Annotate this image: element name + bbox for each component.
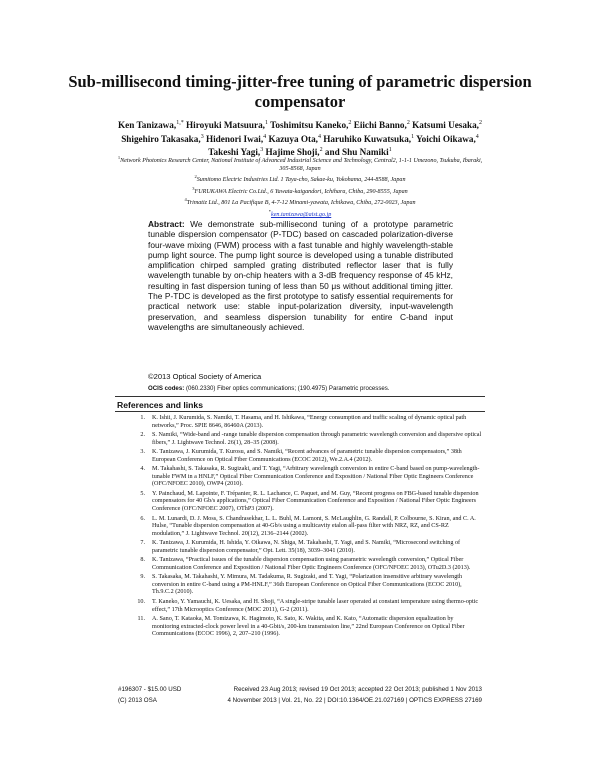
reference-item: 1. K. Ishii, J. Kurumida, S. Namiki, T. Hasama, and H. Ishikawa, “Energy consumption and traffic scaling of dynamic optical path networks,” Proc. SPIE 8646, 86460A (2013). xyxy=(140,415,467,429)
affiliation: $^4$Trimatiz Ltd., 801 La Pacifique B, 4-7-12 Minami-yawata, Ichikawa, Chiba, 272-0023, Japan xyxy=(184,197,416,207)
author: Yoichi Oikawa,$^4$ xyxy=(416,133,479,144)
reference-item: 5. Y. Painchaud, M. Lapointe, F. Trépanier, R. L. Lachance, C. Paquet, and M. Guy, “Recent progress on FBG-based tunable dispersion compensators for 40 Gb/s applications,” Optical Fiber Communication Conference and Exposition / National Fiber Optic Engineers Conference (OFC/NFOEC 2007), OThP3 (2007). xyxy=(140,490,479,513)
author: Hajime Shoji,$^2$ xyxy=(265,147,323,158)
ocis-label: OCIS codes: xyxy=(148,385,185,392)
author: Hidenori Iwai,$^4$ xyxy=(205,133,267,144)
email-link[interactable]: ken.tanizawa@aist.go.jp xyxy=(270,212,332,219)
affiliation-list xyxy=(112,154,488,220)
references-heading: References and links xyxy=(117,400,203,410)
author: Shigehiro Takasaka,$^3$ xyxy=(121,133,204,144)
author: Takeshi Yagi,$^3$ xyxy=(208,147,264,158)
reference-item: 11. A. Sano, T. Kataoka, M. Tomizawa, K. Hagimoto, K. Sato, K. Wakita, and K. Kato, “Automatic dispersion equalization by monitoring extracted-clock power level in a 40-Gbit/s, 200-km transmission line,” 22nd European Conference on Optical Fiber Communications (ECOC 1996), 2, 207–210 (1996). xyxy=(137,616,465,638)
reference-item: 9. S. Takasaka, M. Takahashi, Y. Mimura, M. Tadakuma, R. Sugizaki, and T. Yagi, “Polarization insensitive arbitrary wavelength conversion in entire C-band using a PM-HNLF,” 36th European Conference on Optical Fiber Communications (ECOC 2010), Th.9.C.2 (2010). xyxy=(140,574,463,596)
author: Haruhiko Kuwatsuka,$^1$ xyxy=(323,133,415,144)
reference-item: 6. L. M. Lunardi, D. J. Moss, S. Chandrasekhar, L. L. Buhl, M. Lamont, S. McLaughlin, G. Randall, P. Colbourne, S. Kiran, and C. A. Hulse, “Tunable dispersion compensation at 40-Gb/s using a multicavity etalon all-pass filter with NRZ, RZ, and CS-RZ modulation,” J. Lightwave Technol. 20(12), 2136–2144 (2002). xyxy=(140,515,476,537)
divider xyxy=(115,396,485,397)
paper-title: Sub-millisecond timing-jitter-free tuning of parametric dispersion compensator xyxy=(68,72,532,111)
osa-copyright: (C) 2013 OSA xyxy=(118,697,157,704)
reference-item: 10. T. Kaneko, Y. Yamauchi, K. Uesaka, and H. Shoji, “A single-stripe tunable laser operated at constant temperature using thermo-optic effect,” 17th Microoptics Conference (MOC 2011), G-2 (2011). xyxy=(137,599,479,613)
divider xyxy=(115,411,485,412)
ocis-codes xyxy=(148,385,458,392)
affiliation: $^2$Sumitomo Electric Industries Ltd. 1 Taya-cho, Sakae-ku, Yokohama, 244-8588, Japan xyxy=(194,174,406,184)
ocis-text: (060.2330) Fiber optics communications; (190.4975) Parametric processes. xyxy=(185,385,390,392)
reference-list xyxy=(130,415,482,641)
author: Hiroyuki Matsuura,$^1$ xyxy=(186,120,268,131)
affiliation: $^1$Network Photonics Research Center, National Institute of Advanced Industrial Science and Technology, Central2, 1-1-1 Umezono, Tsukuba, Ibaraki, 305-8568, Japan xyxy=(117,155,483,172)
journal-citation: 4 November 2013 | Vol. 21, No. 22 | DOI:10.1364/OE.21.027169 | OPTICS EXPRESS 27169 xyxy=(227,697,482,704)
author: Eiichi Banno,$^2$ xyxy=(353,120,410,131)
abstract-label: Abstract: xyxy=(148,219,185,229)
author: Kazuya Ota,$^4$ xyxy=(268,133,321,144)
author-list xyxy=(100,118,500,159)
abstract xyxy=(148,219,453,332)
price-code: #196307 - $15.00 USD xyxy=(118,686,182,693)
reference-item: 4. M. Takahashi, S. Takasaka, R. Sugizaki, and T. Yagi, “Arbitrary wavelength conversion in entire C-band based on pump-wavelength-tunable FWM in a HNLF,” Optical Fiber Communication Conference and Exposition / National Fiber Optic Engineers Conference (OFC/NFOEC 2010), OWP4 (2010). xyxy=(140,466,480,488)
author: and Shu Namiki$^1$ xyxy=(324,147,392,158)
abstract-text: We demonstrate sub-millisecond tuning of a prototype parametric tunable dispersion compensator (P-TDC) based on cascaded polarization-diverse four-wave mixing (FWM) process with a fast tunable and highly wavelength-stable pump light source. The pump light source is developed using a tunable distributed amplification chirped sampled grating distributed reflector laser that is fully wavelength tunable by on-chip heaters with a 3-dB frequency response of 45 kHz, resulting in fast dispersion tuning of less than 50 μs without additional timing jitter. The P-TDC is developed as the first prototype to satisfy essential requirements for practical network use: stable input-polarization diversity, input-wavelength preservation, and seamless dispersion tunability for entire C-band input wavelengths are simultaneously achieved. xyxy=(148,219,453,332)
reference-item: 8. K. Tanizawa, “Practical issues of the tunable dispersion compensation using parametric wavelength conversion,” Optical Fiber Communication Conference and Exposition / National Fiber Optic Engineers Conference (OFC/NFOEC 2013), OTu2D.3 (2013). xyxy=(140,557,471,571)
author: Katsumi Uesaka,$^2$ xyxy=(412,120,482,131)
author: Ken Tanizawa,$^{1,*}$ xyxy=(118,120,184,131)
affiliation: $^3$FURUKAWA Electric Co.Ltd., 6 Yawata-kaigandori, Ichihara, Chiba, 290-8555, Japan xyxy=(192,185,408,195)
publication-dates: Received 23 Aug 2013; revised 19 Oct 2013; accepted 22 Oct 2013; published 1 Nov 2013 xyxy=(233,686,482,693)
reference-item: 7. K. Tanizawa, J. Kurumida, H. Ishida, Y. Oikawa, N. Shiga, M. Takahashi, T. Yagi, and S. Namiki, “Microsecond switching of parametric tunable dispersion compensator,” Opt. Lett. 35(18), 3039–3041 (2010). xyxy=(140,540,461,554)
reference-item: 3. K. Tanizawa, J. Kurumida, T. Kurosu, and S. Namiki, “Recent advances of parametric tunable dispersion compensators,” 38th European Conference on Optical Fiber Communications (ECOC 2012), We.2.A.4 (2012). xyxy=(140,449,462,463)
copyright-notice: ©2013 Optical Society of America xyxy=(148,372,262,381)
author: Toshimitsu Kaneko,$^2$ xyxy=(270,120,352,131)
reference-item: 2. S. Namiki, “Wide-band and -range tunable dispersion compensation through parametric wavelength conversion and dispersive optical fibers,” J. Lightwave Technol. 26(1), 28–35 (2008). xyxy=(140,432,482,446)
contact-email: *ken.tanizawa@aist.go.jp xyxy=(268,209,332,219)
